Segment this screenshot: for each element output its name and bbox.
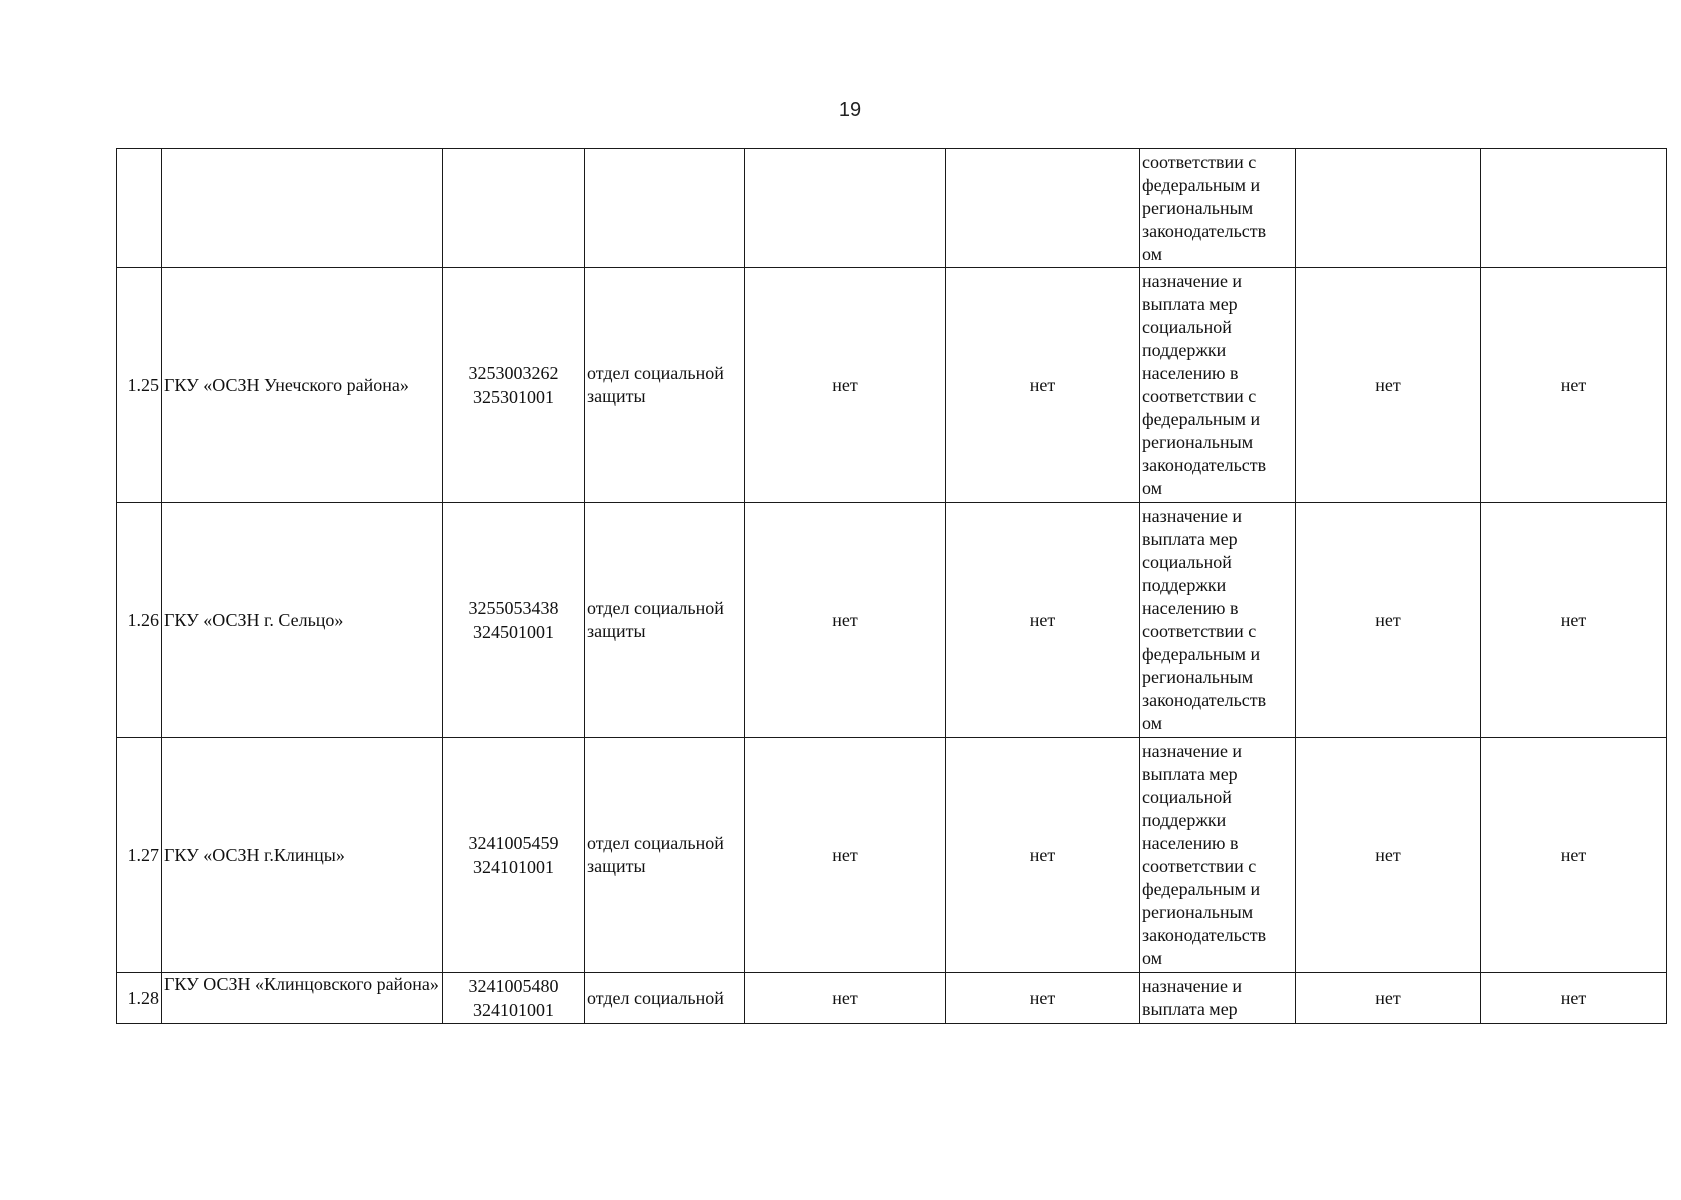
- cell-col9: нет: [1481, 268, 1667, 503]
- organization-name: ГКУ «ОСЗН г.Клинцы»: [162, 738, 443, 973]
- function-line: федеральным и: [1142, 644, 1261, 664]
- cell-col6: нет: [946, 268, 1140, 503]
- cell-function: [1140, 738, 1296, 973]
- cell-col9: нет: [1481, 973, 1667, 1024]
- function-line: ом: [1142, 243, 1163, 264]
- cell-col8: нет: [1296, 738, 1481, 973]
- function-line: населению в: [1142, 833, 1239, 853]
- cell-col5: нет: [745, 973, 946, 1024]
- inn-code: 3241005480: [468, 976, 559, 996]
- function-line: региональным: [1142, 432, 1254, 452]
- function-line: законодательств: [1142, 925, 1267, 945]
- cell-col5: нет: [745, 268, 946, 503]
- function-line: выплата мер: [1142, 764, 1238, 784]
- function-line: населению в: [1142, 598, 1239, 618]
- function-line: ом: [1142, 713, 1163, 733]
- cell-col5: [745, 149, 946, 268]
- cell-col5: нет: [745, 738, 946, 973]
- cell-function: [1140, 503, 1296, 738]
- cell-col6: [946, 149, 1140, 268]
- department: отдел социальной защиты: [585, 738, 745, 973]
- cell-codes: [443, 268, 585, 503]
- department: отдел социальной: [585, 973, 745, 1024]
- function-line: населению в: [1142, 363, 1239, 383]
- cell-col9: [1481, 149, 1667, 268]
- organization-name: ГКУ ОСЗН «Клинцовского района»: [162, 973, 443, 1024]
- table-row: [117, 503, 1667, 738]
- kpp-code: 324501001: [473, 622, 554, 642]
- cell-codes: [443, 973, 585, 1024]
- cell-col8: [1296, 149, 1481, 268]
- row-number: 1.28: [117, 973, 162, 1024]
- function-line: выплата мер: [1142, 294, 1238, 314]
- cell-org: [162, 149, 443, 268]
- cell-num: [117, 149, 162, 268]
- organization-name: ГКУ «ОСЗН г. Сельцо»: [162, 503, 443, 738]
- function-line: соответствии с: [1142, 386, 1257, 406]
- cell-col8: нет: [1296, 973, 1481, 1024]
- cell-codes: [443, 503, 585, 738]
- function-line: ом: [1142, 948, 1163, 968]
- cell-function: [1140, 149, 1296, 268]
- registry-table: [116, 148, 1667, 1024]
- kpp-code: 324101001: [473, 857, 554, 877]
- function-line: федеральным и: [1142, 174, 1261, 195]
- cell-codes: [443, 149, 585, 268]
- cell-col8: нет: [1296, 268, 1481, 503]
- cell-col6: нет: [946, 973, 1140, 1024]
- cell-col9: нет: [1481, 503, 1667, 738]
- function-line: региональным: [1142, 902, 1254, 922]
- function-line: соответствии с: [1142, 151, 1257, 172]
- function-line: соответствии с: [1142, 621, 1257, 641]
- organization-name: ГКУ «ОСЗН Унечского района»: [162, 268, 443, 503]
- function-line: законодательств: [1142, 220, 1267, 241]
- cell-function: [1140, 268, 1296, 503]
- function-line: соответствии с: [1142, 856, 1257, 876]
- department: отдел социальной защиты: [585, 268, 745, 503]
- function-line: федеральным и: [1142, 879, 1261, 899]
- table-row: [117, 973, 1667, 1024]
- function-line: назначение и: [1142, 741, 1243, 761]
- kpp-code: 324101001: [473, 1000, 554, 1020]
- function-line: региональным: [1142, 197, 1254, 218]
- cell-col9: нет: [1481, 738, 1667, 973]
- cell-col6: нет: [946, 503, 1140, 738]
- function-line: поддержки: [1142, 340, 1227, 360]
- cell-col8: нет: [1296, 503, 1481, 738]
- inn-code: 3241005459: [468, 833, 559, 853]
- row-number: 1.27: [117, 738, 162, 973]
- cell-col6: нет: [946, 738, 1140, 973]
- function-line: социальной: [1142, 317, 1232, 337]
- function-line: социальной: [1142, 787, 1232, 807]
- function-line: назначение и: [1142, 271, 1243, 291]
- kpp-code: 325301001: [473, 387, 554, 407]
- cell-col5: нет: [745, 503, 946, 738]
- inn-code: 3255053438: [468, 598, 559, 618]
- cell-codes: [443, 738, 585, 973]
- table-row: [117, 149, 1667, 268]
- row-number: 1.25: [117, 268, 162, 503]
- function-line: федеральным и: [1142, 409, 1261, 429]
- department: отдел социальной защиты: [585, 503, 745, 738]
- function-line: социальной: [1142, 552, 1232, 572]
- table-row: [117, 268, 1667, 503]
- function-line: выплата мер: [1142, 999, 1238, 1019]
- function-line: выплата мер: [1142, 529, 1238, 549]
- function-line: законодательств: [1142, 455, 1267, 475]
- cell-dept: [585, 149, 745, 268]
- row-number: 1.26: [117, 503, 162, 738]
- function-line: поддержки: [1142, 810, 1227, 830]
- function-line: законодательств: [1142, 690, 1267, 710]
- inn-code: 3253003262: [468, 363, 559, 383]
- function-line: региональным: [1142, 667, 1254, 687]
- page-number: 19: [838, 99, 862, 121]
- table-row: [117, 738, 1667, 973]
- cell-function: [1140, 973, 1296, 1024]
- function-line: назначение и: [1142, 976, 1243, 996]
- function-line: назначение и: [1142, 506, 1243, 526]
- function-line: ом: [1142, 478, 1163, 498]
- function-line: поддержки: [1142, 575, 1227, 595]
